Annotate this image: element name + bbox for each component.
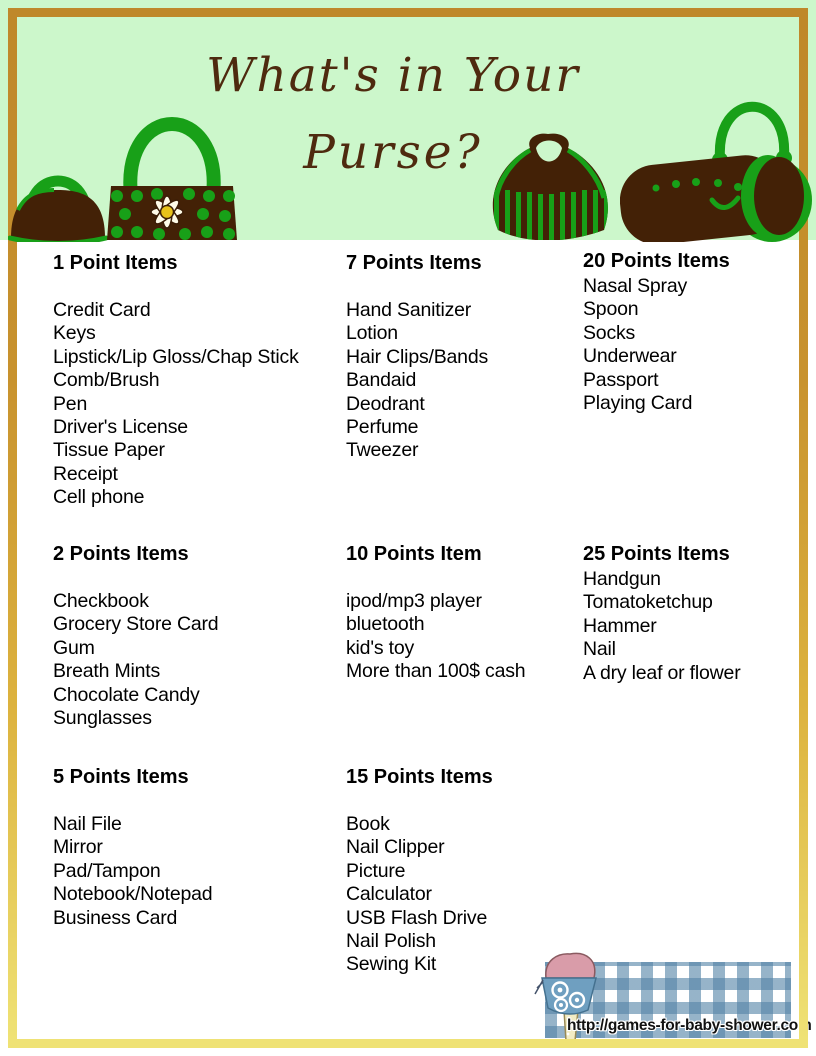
list-item: Notebook/Notepad	[53, 883, 213, 906]
points-section-20-points	[583, 250, 730, 415]
list-item: ipod/mp3 player	[346, 590, 482, 612]
section-item-list	[53, 299, 299, 510]
list-item: Tomatoketchup	[583, 591, 713, 614]
list-item: Comb/Brush	[53, 369, 160, 392]
list-item: Lotion	[346, 322, 398, 345]
list-item: Nasal Spray	[583, 275, 688, 297]
polka-dot-purse-icon	[103, 84, 241, 242]
list-item: Pen	[53, 392, 88, 415]
section-heading: 1 Point Items	[53, 252, 178, 274]
section-item-list	[346, 590, 525, 684]
points-section-2-points	[53, 543, 218, 730]
list-item: Grocery Store Card	[53, 613, 219, 636]
list-item: Business Card	[53, 906, 178, 929]
list-item: Cell phone	[53, 486, 145, 509]
section-heading: 25 Points Items	[583, 543, 730, 565]
barrel-purse-icon	[620, 84, 812, 242]
list-item: Nail Clipper	[346, 836, 445, 859]
section-heading: 15 Points Items	[346, 766, 493, 788]
list-item: Socks	[583, 321, 636, 344]
list-item: Calculator	[346, 883, 432, 906]
list-item: Passport	[583, 368, 659, 391]
list-item: kid's toy	[346, 636, 415, 659]
section-heading: 20 Points Items	[583, 250, 730, 272]
list-item: Hair Clips/Bands	[346, 345, 489, 368]
list-item: Deodrant	[346, 392, 425, 415]
list-item: Checkbook	[53, 590, 149, 612]
section-heading: 5 Points Items	[53, 766, 189, 788]
list-item: Sunglasses	[53, 707, 152, 730]
list-item: Spoon	[583, 298, 639, 321]
list-item: Bandaid	[346, 369, 417, 392]
list-item: Receipt	[53, 462, 118, 485]
list-item: Perfume	[346, 416, 419, 439]
list-item: USB Flash Drive	[346, 906, 488, 929]
section-item-list	[53, 590, 218, 730]
title-line-1: What's in Your	[206, 48, 580, 103]
dome-purse-icon	[8, 148, 108, 242]
list-item: Sewing Kit	[346, 953, 437, 976]
list-item: Breath Mints	[53, 660, 161, 683]
section-heading: 7 Points Items	[346, 252, 482, 274]
list-item: Hand Sanitizer	[346, 299, 472, 321]
section-item-list	[346, 299, 488, 463]
list-item: Driver's License	[53, 416, 188, 439]
section-heading: 10 Points Item	[346, 543, 482, 565]
website-url[interactable]: http://games-for-baby-shower.com	[567, 1017, 812, 1034]
list-item: Underwear	[583, 345, 677, 368]
list-item: Keys	[53, 322, 96, 345]
hobo-bag-icon	[486, 132, 618, 240]
list-item: Nail	[583, 638, 616, 661]
points-section-10-points	[346, 543, 525, 684]
list-item: Book	[346, 813, 390, 835]
list-item: Tweezer	[346, 439, 419, 462]
list-item: Nail Polish	[346, 930, 436, 953]
points-section-25-points	[583, 543, 741, 685]
list-item: bluetooth	[346, 613, 425, 636]
title-line-2: Purse?	[303, 125, 483, 180]
list-item: Lipstick/Lip Gloss/Chap Stick	[53, 345, 299, 368]
section-item-list	[53, 813, 212, 930]
section-heading: 2 Points Items	[53, 543, 189, 565]
list-item: Gum	[53, 636, 95, 659]
list-item: Playing Card	[583, 392, 693, 415]
list-item: More than 100$ cash	[346, 660, 526, 683]
list-item: Picture	[346, 859, 406, 882]
points-section-5-points	[53, 766, 212, 930]
section-item-list	[346, 813, 493, 977]
list-item: Tissue Paper	[53, 439, 165, 462]
list-item: Nail File	[53, 813, 122, 835]
list-item: Credit Card	[53, 299, 151, 321]
points-section-7-points	[346, 252, 488, 463]
list-item: Mirror	[53, 836, 103, 859]
list-item: A dry leaf or flower	[583, 661, 741, 684]
points-section-1-point	[53, 252, 299, 510]
list-item: Handgun	[583, 568, 661, 590]
section-item-list	[583, 275, 730, 415]
section-item-list	[583, 568, 741, 685]
list-item: Pad/Tampon	[53, 859, 161, 882]
list-item: Chocolate Candy	[53, 683, 200, 706]
points-section-15-points	[346, 766, 493, 977]
list-item: Hammer	[583, 614, 657, 637]
